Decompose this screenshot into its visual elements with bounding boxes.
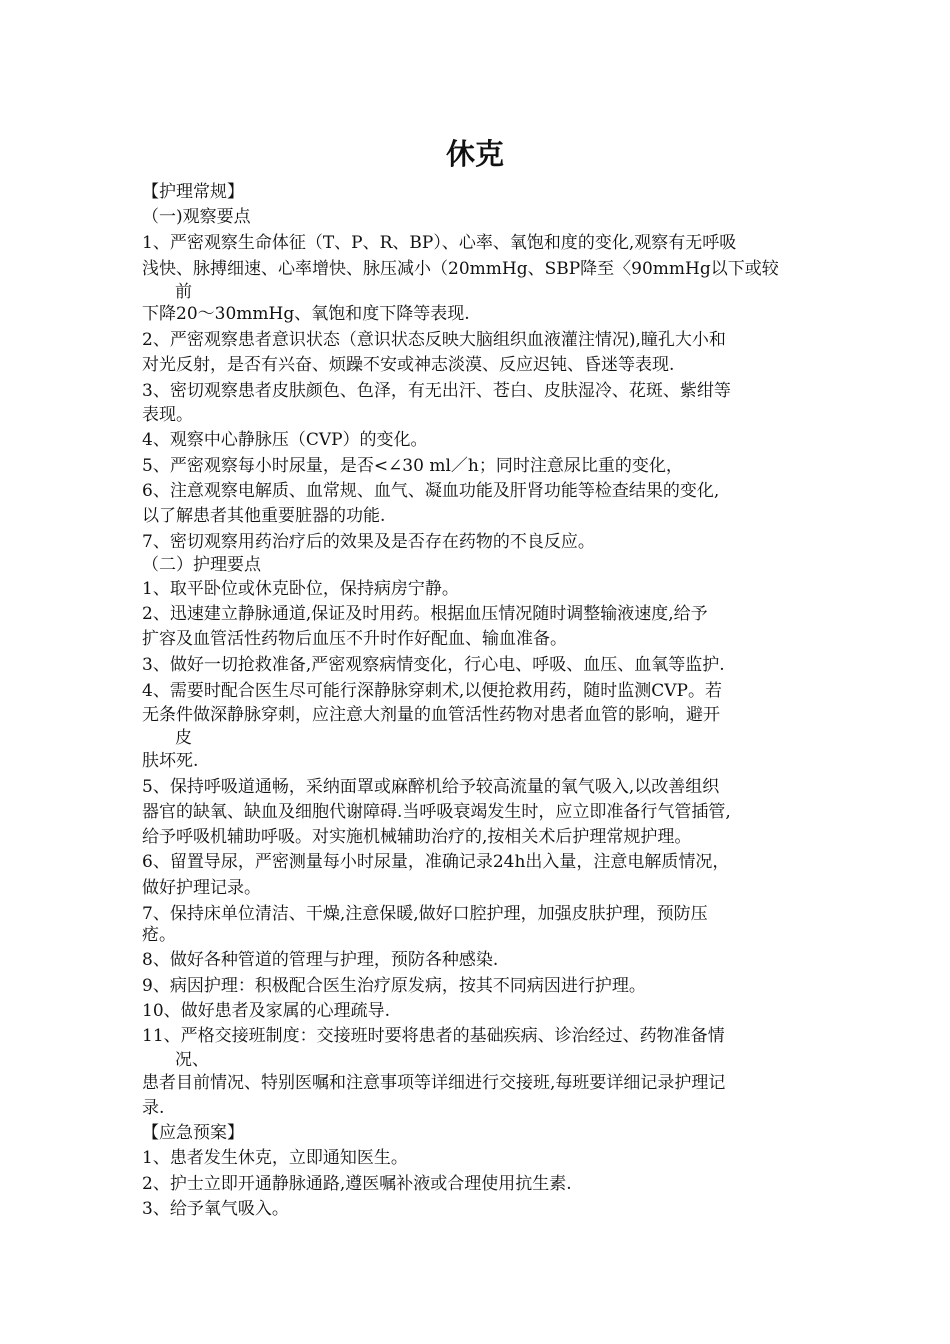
text-line: 录. xyxy=(142,1098,165,1118)
text-line: 1、患者发生休克，立即通知医生。 xyxy=(142,1148,408,1168)
text-line: 6、注意观察电解质、血常规、血气、凝血功能及肝肾功能等检查结果的变化, xyxy=(142,481,720,501)
text-line: 下降20～30mmHg、氧饱和度下降等表现. xyxy=(142,304,470,324)
text-line: 3、给予氧气吸入。 xyxy=(142,1199,289,1219)
text-line: 做好护理记录。 xyxy=(142,878,261,898)
text-line: 表现。 xyxy=(142,405,193,425)
text-line: 浅快、脉搏细速、心率增快、脉压减小（20mmHg、SBP降至〈90mmHg以下或较 xyxy=(142,259,779,279)
text-line: 5、严密观察每小时尿量，是否<∠30 ml／h；同时注意尿比重的变化， xyxy=(142,456,683,476)
text-line: 扩容及血管活性药物后血压不升时作好配血、输血准备。 xyxy=(142,629,567,649)
text-line: 肤坏死. xyxy=(142,751,199,771)
text-line: 10、做好患者及家属的心理疏导. xyxy=(142,1001,391,1021)
text-line: 6、留置导尿，严密测量每小时尿量，准确记录24h出入量，注意电解质情况， xyxy=(142,852,730,872)
text-line: 皮 xyxy=(175,728,192,748)
text-line: 5、保持呼吸道通畅，采纳面罩或麻醉机给予较高流量的氧气吸入,以改善组织 xyxy=(142,777,720,797)
text-line: 【护理常规】 xyxy=(142,182,244,202)
text-line: 患者目前情况、特别医嘱和注意事项等详细进行交接班,每班要详细记录护理记 xyxy=(142,1073,726,1093)
text-line: 疮。 xyxy=(142,925,176,945)
text-line: 2、迅速建立静脉通道,保证及时用药。根据血压情况随时调整输液速度,给予 xyxy=(142,604,708,624)
text-line: 器官的缺氧、缺血及细胞代谢障碍.当呼吸衰竭发生时，应立即准备行气管插管, xyxy=(142,802,731,822)
text-line: 前 xyxy=(175,282,192,302)
document-title: 休克 xyxy=(445,137,504,171)
text-line: 给予呼吸机辅助呼吸。对实施机械辅助治疗的,按相关术后护理常规护理。 xyxy=(142,827,692,847)
text-line: 况、 xyxy=(175,1050,209,1070)
text-line: 7、保持床单位清洁、干燥,注意保暖,做好口腔护理，加强皮肤护理，预防压 xyxy=(142,904,708,924)
text-line: 对光反射，是否有兴奋、烦躁不安或神志淡漠、反应迟钝、昏迷等表现. xyxy=(142,355,675,375)
text-line: 以了解患者其他重要脏器的功能. xyxy=(142,506,386,526)
text-line: 9、病因护理：积极配合医生治疗原发病，按其不同病因进行护理。 xyxy=(142,976,646,996)
text-line: 2、严密观察患者意识状态（意识状态反映大脑组织血液灌注情况),瞳孔大小和 xyxy=(142,330,726,350)
text-line: 11、严格交接班制度：交接班时要将患者的基础疾病、诊治经过、药物准备情 xyxy=(142,1026,725,1046)
text-line: （二）护理要点 xyxy=(142,555,261,575)
text-line: 3、密切观察患者皮肤颜色、色泽，有无出汗、苍白、皮肤湿冷、花斑、紫绀等 xyxy=(142,381,731,401)
text-line: 1、严密观察生命体征（T、P、R、BP）、心率、氧饱和度的变化,观察有无呼吸 xyxy=(142,233,737,253)
text-line: 2、护士立即开通静脉通路,遵医嘱补液或合理使用抗生素. xyxy=(142,1174,572,1194)
text-line: 7、密切观察用药治疗后的效果及是否存在药物的不良反应。 xyxy=(142,532,595,552)
text-line: 无条件做深静脉穿刺，应注意大剂量的血管活性药物对患者血管的影响，避开 xyxy=(142,705,720,725)
text-line: 8、做好各种管道的管理与护理，预防各种感染. xyxy=(142,950,499,970)
text-line: 1、取平卧位或休克卧位，保持病房宁静。 xyxy=(142,579,459,599)
text-line: 【应急预案】 xyxy=(142,1123,244,1143)
text-line: （一)观察要点 xyxy=(142,207,251,227)
text-line: 4、需要时配合医生尽可能行深静脉穿刺术,以便抢救用药，随时监测CVP。若 xyxy=(142,681,722,701)
text-line: 3、做好一切抢救准备,严密观察病情变化，行心电、呼吸、血压、血氧等监护. xyxy=(142,655,725,675)
text-line: 4、观察中心静脉压（CVP）的变化。 xyxy=(142,430,428,450)
